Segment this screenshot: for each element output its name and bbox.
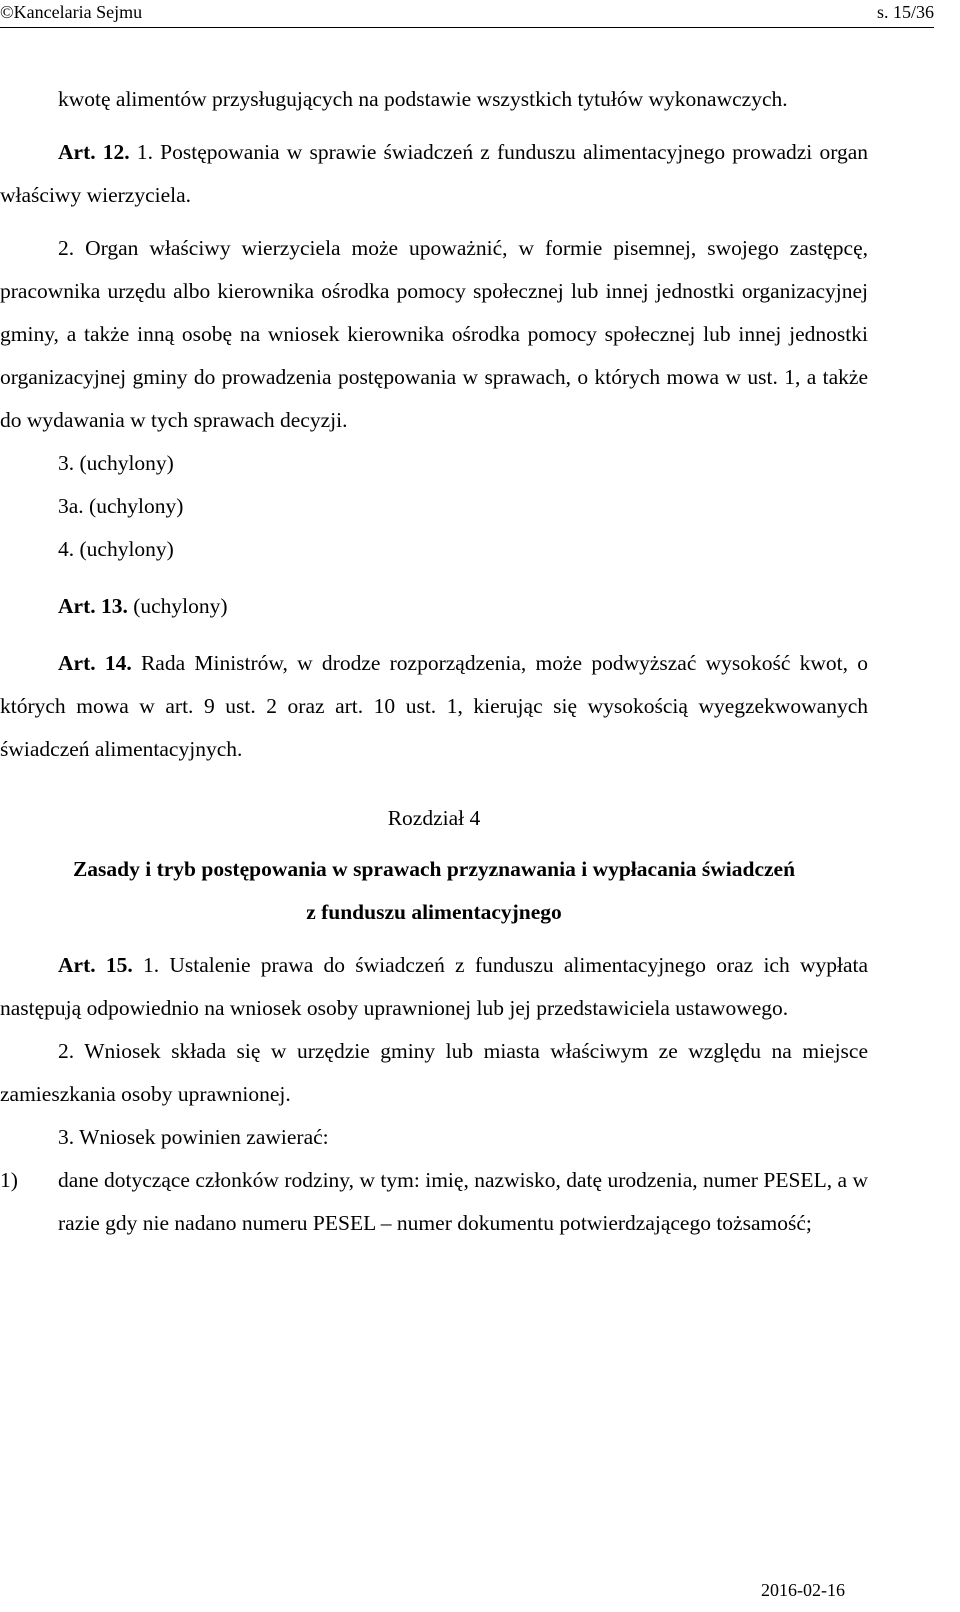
list-item (0, 1159, 868, 1245)
art-14 (0, 642, 868, 771)
art-14-text: Rada Ministrów, w drodze rozporządzenia, może podwyższać wysokość kwot, o których mowa w art. 9 ust. 2 oraz art. 10 ust. 1, kierując się wysokością wyegzekwowanych świadczeń alimentacyjnych. (0, 651, 869, 761)
chapter-title-line-2: z funduszu alimentacyjnego (306, 900, 562, 924)
page-header (0, 0, 934, 28)
art-12-par-1-num: 1. (136, 140, 153, 164)
art-12-par-2-text: Organ właściwy wierzyciela może upoważnić, w formie pisemnej, swojego zastępcę, pracownika urzędu albo kierownika ośrodka pomocy społecznej lub innej jednostki organizacyjnej gminy, a także inną osobę na wniosek kierownika ośrodka pomocy społecznej lub innej jednostki organizacyjnej gminy do prowadzenia postępowania w sprawach, o których mowa w ust. 1, a także do wydawania w tych sprawach decyzji. (0, 236, 868, 432)
art-15-par-1 (0, 944, 868, 1030)
chapter-heading: Rozdział 4 (387, 806, 481, 830)
header-copyright: ©Kancelaria Sejmu (0, 2, 143, 22)
document-body (0, 78, 868, 1245)
art-13-label: Art. 13. (58, 594, 128, 618)
list-item-number: 1) (0, 1168, 18, 1192)
art-12-par-3: 3. (uchylony) (58, 451, 174, 475)
chapter-title-line-1: Zasady i tryb postępowania w sprawach przyznawania i wypłacania świadczeń (72, 857, 796, 881)
list-item-text: dane dotyczące członków rodziny, w tym: imię, nazwisko, datę urodzenia, numer PESEL, a w razie gdy nie nadano numeru PESEL – numer dokumentu potwierdzającego tożsamość; (58, 1168, 868, 1235)
art-12-par-2 (0, 227, 868, 442)
header-page-number: s. 15/36 (876, 2, 934, 22)
art-12-par-1 (0, 131, 868, 217)
art-12-par-4: 4. (uchylony) (58, 537, 174, 561)
art-15-par-1-text: Ustalenie prawa do świadczeń z funduszu alimentacyjnego oraz ich wypłata następują odpowiednio na wniosek osoby uprawnionej lub jej przedstawiciela ustawowego. (0, 953, 869, 1020)
art-12-par-2-num: 2. (58, 236, 75, 260)
paragraph-continuation: kwotę alimentów przysługujących na podstawie wszystkich tytułów wykonawczych. (58, 87, 788, 111)
art-15-par-1-num: 1. (142, 953, 160, 977)
art-15-par-2 (0, 1030, 868, 1116)
art-12-par-3a: 3a. (uchylony) (58, 494, 184, 518)
art-14-label: Art. 14. (58, 651, 132, 675)
footer-date: 2016-02-16 (761, 1580, 845, 1600)
art-15-label: Art. 15. (58, 953, 133, 977)
art-15-par-2-text: Wniosek składa się w urzędzie gminy lub miasta właściwym ze względu na miejsce zamieszkania osoby uprawnionej. (0, 1039, 868, 1106)
art-12-label: Art. 12. (58, 140, 130, 164)
art-13-text: (uchylony) (133, 594, 228, 618)
art-15-par-2-num: 2. (58, 1039, 75, 1063)
art-13 (0, 585, 868, 628)
art-12-par-1-text: Postępowania w sprawie świadczeń z funduszu alimentacyjnego prowadzi organ właściwy wierzyciela. (0, 140, 869, 207)
art-15-par-3: 3. Wniosek powinien zawierać: (58, 1125, 329, 1149)
